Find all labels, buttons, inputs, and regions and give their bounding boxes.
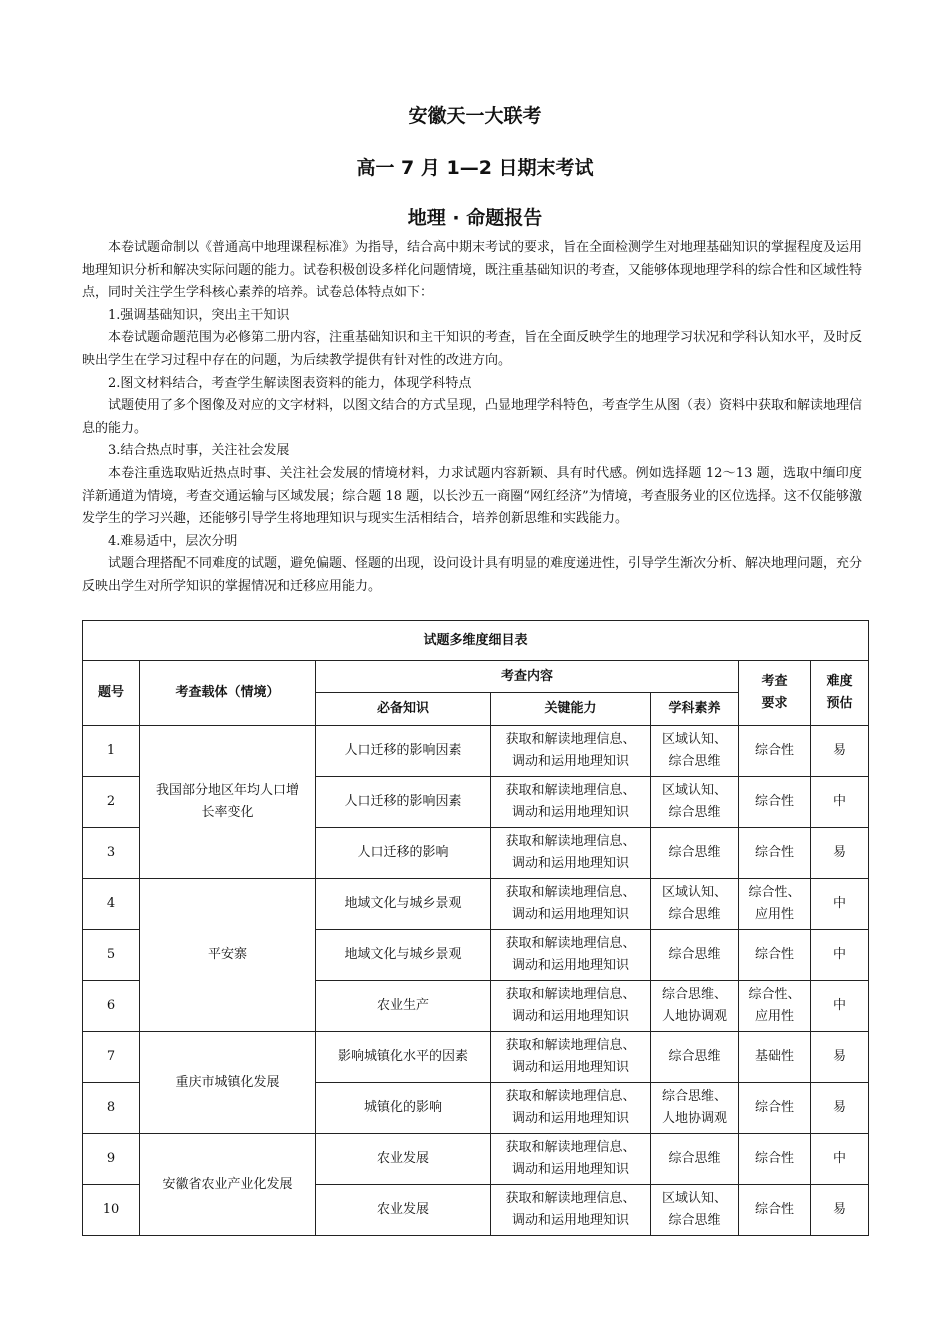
literacy-line-2: 人地协调观 — [661, 1111, 727, 1126]
literacy-cell — [651, 981, 739, 1032]
table-row — [83, 726, 869, 777]
ability-cell — [491, 879, 651, 930]
literacy-line-1: 综合思维 — [668, 1151, 721, 1166]
knowledge-cell: 地域文化与城乡景观 — [316, 930, 491, 981]
difficulty-cell: 中 — [811, 777, 869, 828]
literacy-line-1: 综合思维 — [668, 947, 721, 962]
ability-cell — [491, 828, 651, 879]
requirement-cell — [739, 1032, 811, 1083]
requirement-line-1: 综合性 — [754, 794, 794, 809]
feature-heading-1: 1.强调基础知识，突出主干知识 — [108, 307, 290, 323]
knowledge-cell: 农业生产 — [316, 981, 491, 1032]
literacy-cell — [651, 1185, 739, 1236]
literacy-cell — [651, 1032, 739, 1083]
question-number: 7 — [83, 1032, 140, 1083]
carrier-cell: 重庆市城镇化发展 — [140, 1032, 316, 1134]
ability-line-2: 调动和运用地理知识 — [511, 1060, 629, 1075]
difficulty-cell: 易 — [811, 1185, 869, 1236]
difficulty-cell: 中 — [811, 981, 869, 1032]
question-number: 1 — [83, 726, 140, 777]
ability-line-1: 获取和解读地理信息、 — [505, 732, 636, 747]
difficulty-cell: 易 — [811, 726, 869, 777]
ability-line-1: 获取和解读地理信息、 — [505, 783, 636, 798]
difficulty-cell: 易 — [811, 1083, 869, 1134]
feature-heading-3: 3.结合热点时事，关注社会发展 — [108, 443, 290, 459]
literacy-line-1: 区域认知、 — [661, 1191, 727, 1206]
knowledge-cell: 人口迁移的影响因素 — [316, 726, 491, 777]
question-number: 8 — [83, 1083, 140, 1134]
feature-body-1: 本卷试题命题范围为必修第二册内容，注重基础知识和主干知识的考查，旨在全面反映学生的地理学习状况和学科认知水平，及时反映出学生在学习过程中存在的问题，为后续教学提供有针对性的改进方向。 — [82, 330, 863, 368]
ability-line-1: 获取和解读地理信息、 — [505, 987, 636, 1002]
ability-line-1: 获取和解读地理信息、 — [505, 1038, 636, 1053]
requirement-cell — [739, 1134, 811, 1185]
ability-cell — [491, 777, 651, 828]
knowledge-cell: 人口迁移的影响 — [316, 828, 491, 879]
feature-body-2: 试题使用了多个图像及对应的文字材料，以图文结合的方式呈现，凸显地理学科特色，考查学生从图（表）资料中获取和解读地理信息的能力。 — [82, 398, 863, 436]
carrier-cell: 我国部分地区年均人口增长率变化 — [140, 726, 316, 879]
knowledge-cell: 人口迁移的影响因素 — [316, 777, 491, 828]
ability-cell — [491, 1185, 651, 1236]
literacy-cell — [651, 726, 739, 777]
knowledge-cell: 农业发展 — [316, 1134, 491, 1185]
literacy-line-1: 区域认知、 — [661, 885, 727, 900]
literacy-cell — [651, 879, 739, 930]
table-row — [83, 1032, 869, 1083]
header-difficulty — [811, 661, 869, 726]
header-carrier: 考查载体（情境） — [140, 661, 316, 726]
difficulty-cell: 中 — [811, 930, 869, 981]
feature-heading-4: 4.难易适中，层次分明 — [108, 533, 238, 549]
requirement-cell — [739, 879, 811, 930]
table-caption: 试题多维度细目表 — [83, 621, 869, 661]
ability-line-1: 获取和解读地理信息、 — [505, 834, 636, 849]
knowledge-cell: 影响城镇化水平的因素 — [316, 1032, 491, 1083]
requirement-cell — [739, 1083, 811, 1134]
literacy-line-1: 综合思维 — [668, 1049, 721, 1064]
requirement-line-1: 综合性 — [754, 947, 794, 962]
table-row — [83, 879, 869, 930]
knowledge-cell: 地域文化与城乡景观 — [316, 879, 491, 930]
header-difficulty-line2: 预估 — [826, 696, 853, 711]
ability-line-1: 获取和解读地理信息、 — [505, 1140, 636, 1155]
ability-line-2: 调动和运用地理知识 — [511, 1111, 629, 1126]
header-literacy: 学科素养 — [651, 693, 739, 726]
ability-line-2: 调动和运用地理知识 — [511, 1009, 629, 1024]
requirement-cell — [739, 777, 811, 828]
literacy-line-1: 综合思维 — [668, 845, 721, 860]
literacy-cell — [651, 1134, 739, 1185]
intro-paragraph: 本卷试题命制以《普通高中地理课程标准》为指导，结合高中期末考试的要求，旨在全面检测学生对地理基础知识的掌握程度及运用地理知识分析和解决实际问题的能力。试卷积极创设多样化问题情境，既注重基础知识的考查，又能够体现地理学科的综合性和区域性特点，同时关注学生学科核心素养的培养。试卷总体特点如下： — [82, 240, 863, 301]
requirement-line-1: 综合性 — [754, 743, 794, 758]
ability-line-1: 获取和解读地理信息、 — [505, 1089, 636, 1104]
carrier-cell: 平安寨 — [140, 879, 316, 1032]
requirement-line-1: 综合性 — [754, 1202, 794, 1217]
ability-line-2: 调动和运用地理知识 — [511, 805, 629, 820]
ability-cell — [491, 1083, 651, 1134]
header-knowledge: 必备知识 — [316, 693, 491, 726]
ability-cell — [491, 930, 651, 981]
literacy-line-1: 综合思维、 — [661, 1089, 727, 1104]
exam-organizer-title: 安徽天一大联考 — [408, 105, 542, 127]
question-number: 2 — [83, 777, 140, 828]
question-number: 4 — [83, 879, 140, 930]
difficulty-cell: 中 — [811, 1134, 869, 1185]
literacy-line-2: 综合思维 — [668, 1213, 721, 1228]
literacy-line-2: 人地协调观 — [661, 1009, 727, 1024]
requirement-cell — [739, 981, 811, 1032]
requirement-line-1: 基础性 — [754, 1049, 794, 1064]
difficulty-cell: 易 — [811, 1032, 869, 1083]
requirement-line-1: 综合性、 — [748, 987, 801, 1002]
header-requirement-line1: 考查 — [761, 674, 788, 689]
header-requirement-line2: 要求 — [761, 696, 788, 711]
ability-cell — [491, 726, 651, 777]
literacy-cell — [651, 1083, 739, 1134]
requirement-line-1: 综合性 — [754, 1151, 794, 1166]
ability-line-1: 获取和解读地理信息、 — [505, 885, 636, 900]
ability-line-2: 调动和运用地理知识 — [511, 1162, 629, 1177]
report-title: 地理 · 命题报告 — [407, 207, 543, 229]
ability-line-2: 调动和运用地理知识 — [511, 958, 629, 973]
requirement-cell — [739, 1185, 811, 1236]
requirement-line-1: 综合性 — [754, 1100, 794, 1115]
literacy-line-1: 区域认知、 — [661, 783, 727, 798]
header-difficulty-line1: 难度 — [826, 674, 853, 689]
requirement-line-1: 综合性、 — [748, 885, 801, 900]
requirement-line-2: 应用性 — [754, 907, 794, 922]
feature-body-4: 试题合理搭配不同难度的试题，避免偏题、怪题的出现，设问设计具有明显的难度递进性，引导学生渐次分析、解决地理问题，充分反映出学生对所学知识的掌握情况和迁移应用能力。 — [82, 556, 863, 594]
difficulty-cell: 中 — [811, 879, 869, 930]
requirement-cell — [739, 930, 811, 981]
requirement-cell — [739, 828, 811, 879]
intro-section — [82, 237, 862, 599]
knowledge-cell: 农业发展 — [316, 1185, 491, 1236]
feature-body-3: 本卷注重选取贴近热点时事、关注社会发展的情境材料，力求试题内容新颖、具有时代感。例如选择题 12～13 题，选取中缅印度洋新通道为情境，考查交通运输与区域发展；综合题 18 题，以长沙五一商圈“网红经济”为情境，考查服务业的区位选择。这不仅能够激发学生的学习兴趣，还能够引导学生将地理知识与现实生活相结合，培养创新思维和实践能力。 — [82, 465, 862, 527]
question-number: 3 — [83, 828, 140, 879]
literacy-cell — [651, 930, 739, 981]
ability-line-1: 获取和解读地理信息、 — [505, 1191, 636, 1206]
ability-line-2: 调动和运用地理知识 — [511, 754, 629, 769]
ability-line-2: 调动和运用地理知识 — [511, 1213, 629, 1228]
question-number: 6 — [83, 981, 140, 1032]
ability-cell — [491, 1134, 651, 1185]
question-number: 9 — [83, 1134, 140, 1185]
ability-cell — [491, 981, 651, 1032]
literacy-cell — [651, 777, 739, 828]
ability-line-1: 获取和解读地理信息、 — [505, 936, 636, 951]
literacy-line-2: 综合思维 — [668, 754, 721, 769]
requirement-line-2: 应用性 — [754, 1009, 794, 1024]
carrier-cell: 安徽省农业产业化发展 — [140, 1134, 316, 1236]
requirement-line-1: 综合性 — [754, 845, 794, 860]
literacy-line-1: 综合思维、 — [661, 987, 727, 1002]
header-ability: 关键能力 — [491, 693, 651, 726]
literacy-cell — [651, 828, 739, 879]
literacy-line-2: 综合思维 — [668, 907, 721, 922]
literacy-line-2: 综合思维 — [668, 805, 721, 820]
ability-line-2: 调动和运用地理知识 — [511, 907, 629, 922]
question-number: 10 — [83, 1185, 140, 1236]
header-number: 题号 — [83, 661, 140, 726]
literacy-line-1: 区域认知、 — [661, 732, 727, 747]
question-number: 5 — [83, 930, 140, 981]
feature-heading-2: 2.图文材料结合，考查学生解读图表资料的能力，体现学科特点 — [108, 375, 472, 391]
ability-cell — [491, 1032, 651, 1083]
detail-table — [82, 620, 869, 1236]
difficulty-cell: 易 — [811, 828, 869, 879]
header-requirement — [739, 661, 811, 726]
header-content: 考查内容 — [316, 661, 739, 693]
knowledge-cell: 城镇化的影响 — [316, 1083, 491, 1134]
ability-line-2: 调动和运用地理知识 — [511, 856, 629, 871]
requirement-cell — [739, 726, 811, 777]
table-row — [83, 1134, 869, 1185]
exam-session-title: 高一 7 月 1—2 日期末考试 — [356, 157, 594, 179]
